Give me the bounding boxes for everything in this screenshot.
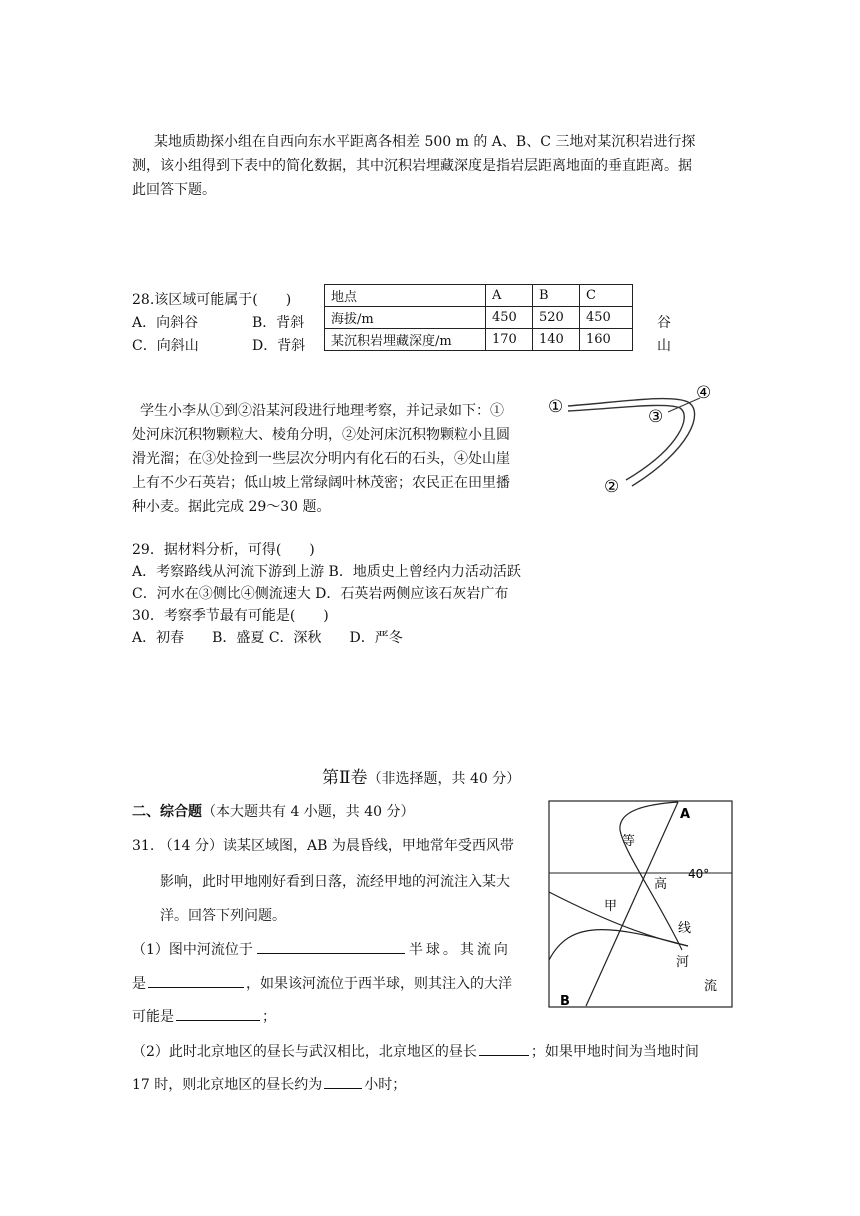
river-upper xyxy=(549,892,688,946)
q31-part2-text-b: ；如果甲地时间为当地时间 xyxy=(530,1044,699,1060)
label-gao: 高 xyxy=(654,877,668,892)
q31-part1-text-c: 是 xyxy=(132,976,146,992)
fieldtrip-line-5: 种小麦。据此完成 29～30 题。 xyxy=(132,499,331,515)
q31-part1-text-f: ； xyxy=(262,1009,276,1025)
table-cell: 160 xyxy=(580,329,633,351)
q31-part1-text-e: 可能是 xyxy=(132,1009,174,1025)
table-cell: 520 xyxy=(533,307,580,329)
marker-1: ① xyxy=(548,397,564,417)
q31-part1-line-3 xyxy=(132,1005,276,1026)
fieldtrip-line-1: 学生小李从①到②沿某河段进行地理考察，并记录如下：① xyxy=(140,403,504,419)
answer-blank-day-length-hours[interactable] xyxy=(324,1073,362,1089)
label-b: B xyxy=(560,994,570,1009)
table-row xyxy=(325,329,633,351)
answer-blank-day-length-compare[interactable] xyxy=(479,1040,529,1056)
q31-part2-text-d: 小时； xyxy=(364,1077,407,1093)
q28-option-a: A．向斜谷 xyxy=(132,315,199,331)
intro-line-1: 某地质勘探小组在自西向东水平距离各相差 500 m 的 A、B、C 三地对某沉积岩进行探 xyxy=(154,134,696,150)
q31-part1-text-a: （1）图中河流位于 xyxy=(132,942,253,958)
table-cell: 170 xyxy=(486,329,533,351)
q28-option-d: D．背斜 xyxy=(252,338,306,354)
q29-options-1: A．考察路线从河流下游到上游 B．地质史上曾经内力活动活跃 xyxy=(132,564,521,580)
fieldtrip-line-4: 上有不少石英岩；低山坡上常绿阔叶林茂密；农民正在田里播 xyxy=(132,475,510,491)
table-header-cell: A xyxy=(486,285,533,307)
table-row xyxy=(325,307,633,329)
label-a: A xyxy=(680,807,691,822)
section2-heading-note: （本大题共有 4 小题，共 40 分） xyxy=(202,804,415,820)
table-cell: 450 xyxy=(580,307,633,329)
answer-blank-flow-direction[interactable] xyxy=(148,972,244,988)
answer-blank-hemisphere[interactable] xyxy=(257,938,405,954)
table-cell: 140 xyxy=(533,329,580,351)
label-he: 河 xyxy=(676,955,690,970)
intro-line-3: 此回答下题。 xyxy=(132,182,216,198)
table-header-cell: C xyxy=(580,285,633,307)
river-bank-inner xyxy=(568,405,684,480)
q31-part2-line-1 xyxy=(132,1040,699,1061)
terminator-line xyxy=(586,802,678,1006)
label-jia: 甲 xyxy=(604,899,618,914)
q30-options: A．初春 B．盛夏 C．深秋 D．严冬 xyxy=(132,630,403,646)
table-header-cell: 地点 xyxy=(325,285,486,307)
part2-title-main: 第Ⅱ卷 xyxy=(322,768,368,788)
q28-option-b-tail: 谷 xyxy=(657,315,671,331)
q31-part2-text-a: （2）此时北京地区的昼长与武汉相比，北京地区的昼长 xyxy=(132,1044,477,1060)
fieldtrip-line-3: 滑光溜；在③处捡到一些层次分明内有化石的石头，④处山崖 xyxy=(132,451,510,467)
q31-part1-line-1 xyxy=(132,938,511,959)
q31-part2-line-2 xyxy=(132,1073,406,1094)
map-frame xyxy=(549,801,732,1007)
q31-part1-line-2 xyxy=(132,972,512,993)
marker-2: ② xyxy=(604,477,620,497)
q31-line-1: 31. （14 分）读某区域图，AB 为晨昏线，甲地常年受西风带 xyxy=(132,838,514,854)
q28-option-b: B．背斜 xyxy=(252,315,305,331)
q28-option-c: C．向斜山 xyxy=(132,338,199,354)
label-xian: 线 xyxy=(678,921,692,936)
fieldtrip-line-2: 处河床沉积物颗粒大、棱角分明，②处河床沉积物颗粒小且圆 xyxy=(132,427,510,443)
label-40-degrees: 40° xyxy=(688,867,710,881)
q31-line-3: 洋。回答下列问题。 xyxy=(160,908,286,924)
label-deng: 等 xyxy=(622,834,636,849)
q31-part1-text-d: ，如果该河流位于西半球，则其注入的大洋 xyxy=(246,976,512,992)
section2-heading-label: 二、综合题 xyxy=(132,804,202,820)
q29-stem: 29．据材料分析，可得( ) xyxy=(132,542,315,558)
q28-option-d-tail: 山 xyxy=(657,338,671,354)
marker-4: ④ xyxy=(696,383,712,403)
section2-heading xyxy=(132,801,415,821)
q28-stem: 28.该区域可能属于( ) xyxy=(132,292,292,308)
answer-blank-ocean[interactable] xyxy=(176,1005,260,1021)
q29-options-2: C．河水在③侧比④侧流速大 D．石英岩两侧应该石灰岩广布 xyxy=(132,586,509,602)
table-header-cell: B xyxy=(533,285,580,307)
river-bend-figure xyxy=(540,380,730,500)
table-cell: 450 xyxy=(486,307,533,329)
river-bank-outer xyxy=(568,399,695,486)
table-cell: 某沉积岩埋藏深度/m xyxy=(325,329,486,351)
label-liu: 流 xyxy=(704,979,718,994)
table-cell: 海拔/m xyxy=(325,307,486,329)
q30-stem: 30．考察季节最有可能是( ) xyxy=(132,608,329,624)
q31-part2-text-c: 17 时，则北京地区的昼长约为 xyxy=(132,1077,323,1093)
intro-line-2: 测，该小组得到下表中的简化数据，其中沉积岩埋藏深度是指岩层距离地面的垂直距离。据 xyxy=(132,158,692,174)
rock-data-table xyxy=(324,284,633,351)
part2-title xyxy=(322,763,520,788)
q31-line-2: 影响，此时甲地刚好看到日落，流经甲地的河流注入某大 xyxy=(160,874,510,890)
table-row xyxy=(325,285,633,307)
marker-3: ③ xyxy=(648,407,664,427)
region-map-figure xyxy=(548,800,734,1010)
part2-title-sub: （非选择题，共 40 分） xyxy=(367,771,521,787)
q31-part1-text-b: 半球。其流向 xyxy=(408,942,511,958)
